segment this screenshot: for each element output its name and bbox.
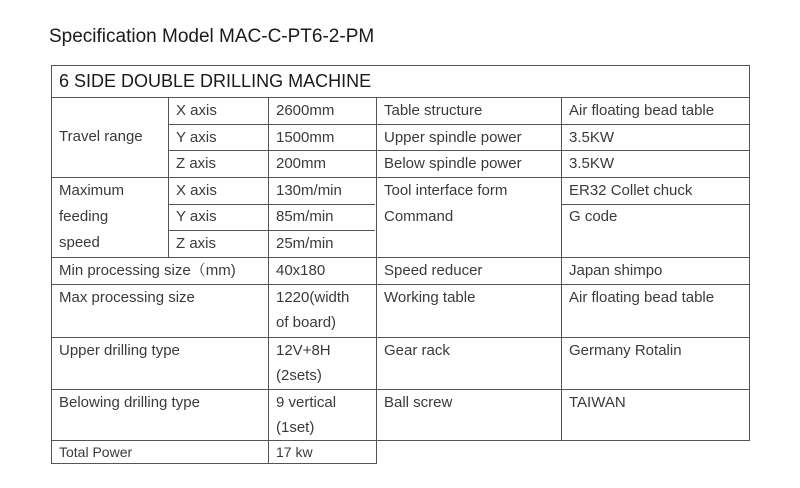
max-size-value-2: of board) [276, 314, 337, 331]
ball-screw-label: Ball screw [384, 394, 453, 411]
upper-spindle-label: Upper spindle power [384, 129, 522, 146]
feeding-x-axis: X axis [176, 182, 217, 199]
command-label: Command [384, 208, 454, 225]
feeding-speed-label-2: feeding [59, 208, 109, 225]
min-size-label: Min processing size（mm) [59, 262, 236, 279]
speed-reducer-value: Japan shimpo [569, 262, 663, 279]
below-spindle-value: 3.5KW [569, 155, 615, 172]
travel-range-label: Travel range [59, 128, 143, 145]
feeding-x-value: 130m/min [276, 182, 342, 199]
travel-x-axis: X axis [176, 102, 217, 119]
gear-rack-value: Germany Rotalin [569, 342, 682, 359]
travel-y-axis: Y axis [176, 129, 217, 146]
travel-z-value: 200mm [276, 155, 327, 172]
row-divider [51, 440, 750, 441]
gear-rack-label: Gear rack [384, 342, 450, 359]
page-title: Specification Model MAC-C-PT6-2-PM [49, 26, 375, 47]
travel-x-value: 2600mm [276, 102, 335, 119]
total-power-value: 17 kw [276, 444, 313, 460]
feeding-y-axis: Y axis [176, 208, 217, 225]
tool-interface-value: ER32 Collet chuck [569, 182, 693, 199]
upper-drilling-value-1: 12V+8H [276, 342, 331, 359]
table-border-right [749, 65, 750, 441]
feeding-y-value: 85m/min [276, 208, 334, 225]
table-structure-label: Table structure [384, 102, 483, 119]
working-table-label: Working table [384, 289, 476, 306]
max-size-label: Max processing size [59, 289, 195, 306]
feeding-z-value: 25m/min [276, 235, 334, 252]
table-structure-value: Air floating bead table [569, 102, 715, 119]
below-spindle-label: Below spindle power [384, 155, 522, 172]
working-table-value: Air floating bead table [569, 289, 715, 306]
upper-drilling-label: Upper drilling type [59, 342, 180, 359]
travel-z-axis: Z axis [176, 155, 217, 172]
table-border-bottom [51, 463, 377, 464]
max-size-value-1: 1220(width [276, 289, 350, 306]
upper-drilling-value-2: (2sets) [276, 367, 322, 384]
speed-reducer-label: Speed reducer [384, 262, 483, 279]
travel-y-value: 1500mm [276, 129, 335, 146]
ball-screw-value: TAIWAN [569, 394, 626, 411]
min-size-value: 40x180 [276, 262, 326, 279]
feeding-speed-label-3: speed [59, 234, 100, 251]
total-power-label: Total Power [59, 444, 133, 460]
below-drilling-value-2: (1set) [276, 419, 315, 436]
tool-interface-label: Tool interface form [384, 182, 508, 199]
table-heading: 6 SIDE DOUBLE DRILLING MACHINE [59, 71, 372, 91]
command-value: G code [569, 208, 618, 225]
upper-spindle-value: 3.5KW [569, 129, 615, 146]
feeding-z-axis: Z axis [176, 235, 217, 252]
feeding-speed-label-1: Maximum [59, 182, 125, 199]
below-drilling-label: Belowing drilling type [59, 394, 200, 411]
below-drilling-value-1: 9 vertical [276, 394, 337, 411]
